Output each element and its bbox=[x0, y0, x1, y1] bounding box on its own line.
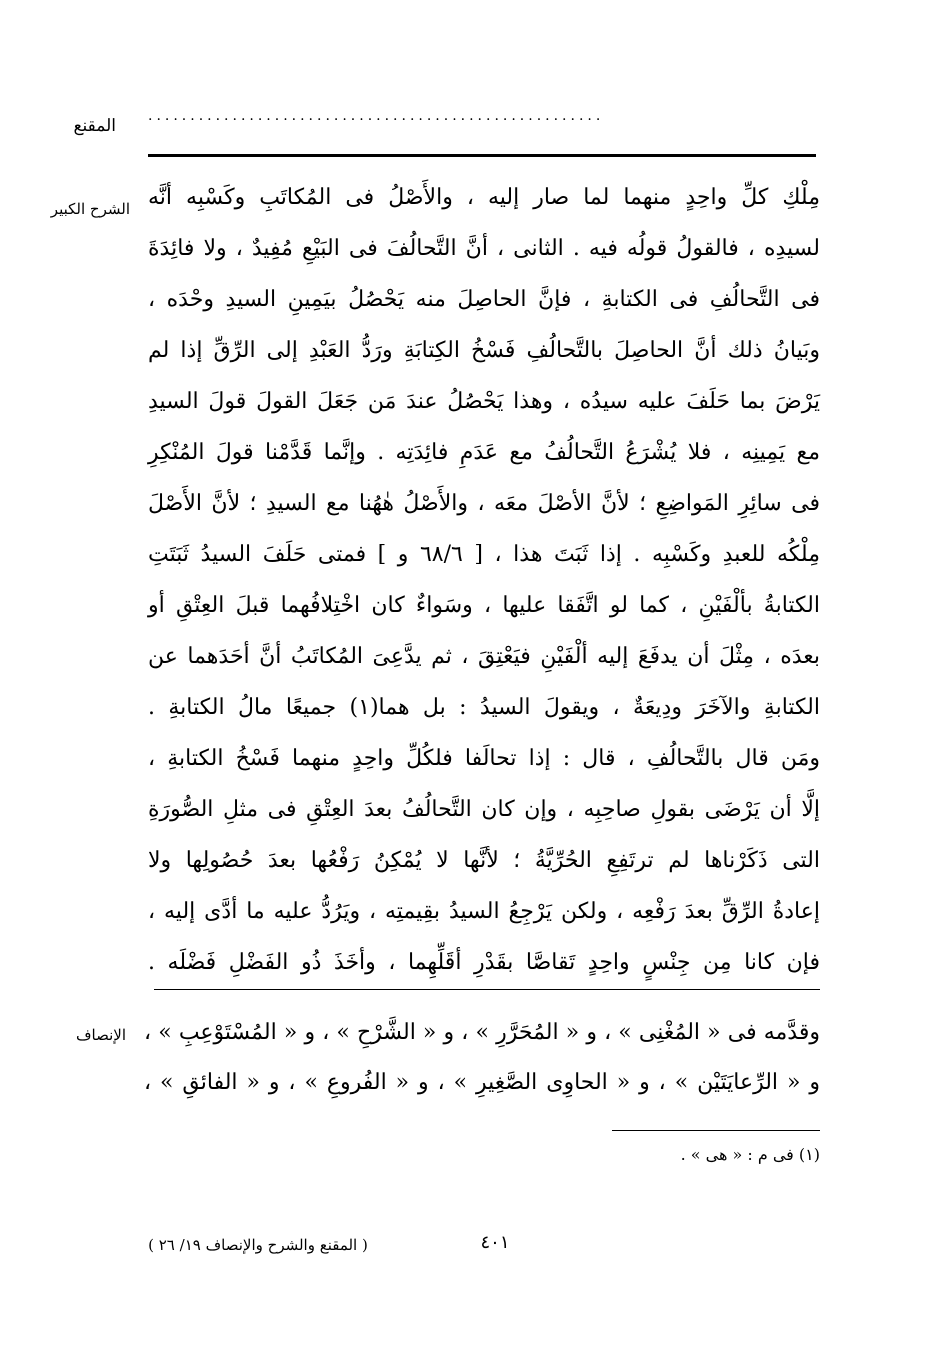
text-line: إعادةُ الرِّقِّ بعدَ رَفْعِه ، ولكن يَرْجِعُ السيدُ بقِيمتِه ، ويَرُدُّ عليه ما أدَّى إليه ، bbox=[148, 899, 820, 924]
volume-signature: ( المقنع والشرح والإنصاف ١٩/ ٢٦ ) bbox=[148, 1236, 368, 1254]
footnote-rule bbox=[612, 1130, 820, 1131]
text-line: مع يَمِينِه ، فلا يُشْرَعُ التَّحالُفُ مع عَدَمِ فائِدَتِه . وإنَّما قَدَّمْنا قولَ المُنْكِرِ bbox=[148, 440, 820, 465]
text-line: وبَيانُ ذلك أنَّ الحاصِلَ بالتَّحالُفِ فَسْخُ الكِتابَةِ ورَدُّ العَبْدِ إلى الرِّقِّ إذا لم bbox=[148, 338, 820, 363]
side-label-insaf: الإنصاف bbox=[75, 1026, 126, 1044]
sharh-text-block bbox=[148, 172, 820, 988]
page-number: ٤٠١ bbox=[480, 1232, 510, 1253]
text-line: ومَن قال بالتَّحالُفِ ، قال : إذا تحالَفا فلكُلِّ واحِدٍ منهما فَسْخُ الكتابةِ ، bbox=[148, 746, 820, 771]
insaf-text-block bbox=[144, 1008, 820, 1108]
running-header-title: المقنع bbox=[73, 116, 116, 136]
text-line: مِلْكِ كلِّ واحِدٍ منهما لما صار إليه ، والأَصْلُ فى المُكاتَبِ وكَسْبِه أنَّه bbox=[148, 185, 820, 210]
text-line: بعدَه ، مِثْلَ أن يدفَعَ إليه ألْفَيْنِ فيَعْتِقَ ، ثم يدَّعِىَ المُكاتَبُ أنَّ أحَدَهما عن bbox=[148, 644, 820, 669]
text-line: يَرْضَ بما حَلَفَ عليه سيدُه ، وهذا يَحْصُلُ عندَ مَن جَعَلَ القولَ قولَ السيدِ bbox=[148, 389, 820, 414]
text-line: وقدَّمه فى « المُغْنِى » ، و « المُحَرَّرِ » ، و « الشَّرْحِ » ، و « المُسْتَوْعِبِ » ، bbox=[144, 1020, 820, 1045]
text-line: الكتابةِ والآخَرَ ودِيعَةٌ ، ويقولَ السيدُ : بل هما(١) جميعًا مالُ الكتابةِ . bbox=[148, 695, 820, 720]
text-line: فى سائِرِ المَواضِعِ ؛ لأنَّ الأصْلَ معَه ، والأَصْلُ هٰهُنا مع السيدِ ؛ لأنَّ الأَصْلَ bbox=[148, 491, 820, 516]
header-rule bbox=[148, 154, 816, 157]
footnote: (١) فى م : « هى » . bbox=[680, 1145, 820, 1164]
header-dotted-leader: ...................................................... bbox=[148, 108, 605, 124]
text-line: التى ذَكَرْناها لم ترتَفِعِ الحُرِّيَّةُ ؛ لأنَّها لا يُمْكِنُ رَفْعُها بعدَ حُصُولِها ولا bbox=[148, 848, 820, 873]
text-line: فى التَّحالُفِ فى الكتابةِ ، فإنَّ الحاصِلَ منه يَحْصُلُ بيَمِينِ السيدِ وحْدَه ، bbox=[148, 287, 820, 312]
side-label-sharh: الشرح الكبير bbox=[50, 200, 130, 218]
section-divider bbox=[154, 989, 820, 990]
text-line: فإن كانا مِن جِنْسٍ واحِدٍ تَقاصَّا بقَدْرِ أقَلِّهِما ، وأخَذَ ذُو الفَضْلِ فَضْلَه . bbox=[148, 950, 820, 975]
text-line: إلَّا أن يَرْضَى بقولِ صاحِبِه ، وإن كان التَّحالُفُ بعدَ العِتْقِ فى مثلِ الصُّورَةِ bbox=[148, 797, 820, 822]
text-line: الكتابةُ بألْفَيْنِ ، كما لو اتَّفَقا عليها ، وسَواءٌ كان اخْتِلافُهما قبلَ العِتْقِ أو bbox=[148, 593, 820, 618]
text-line: و « الرِّعايَتَيْن » ، و « الحاوِى الصَّغِيرِ » ، و « الفُروعِ » ، و « الفائقِ » ، bbox=[144, 1070, 820, 1095]
text-line: مِلْكُه للعبدِ وكَسْبِه . إذا ثَبَتَ هذا ، [ ٦٨/٦ و ] فمتى حَلَفَ السيدُ ثَبَتَتِ bbox=[148, 542, 821, 567]
text-line: لسيدِه ، فالقولُ قولُه فيه . الثانى ، أنَّ التَّحالُفَ فى البَيْعِ مُفِيدٌ ، ولا فائِدَةَ bbox=[148, 236, 820, 261]
